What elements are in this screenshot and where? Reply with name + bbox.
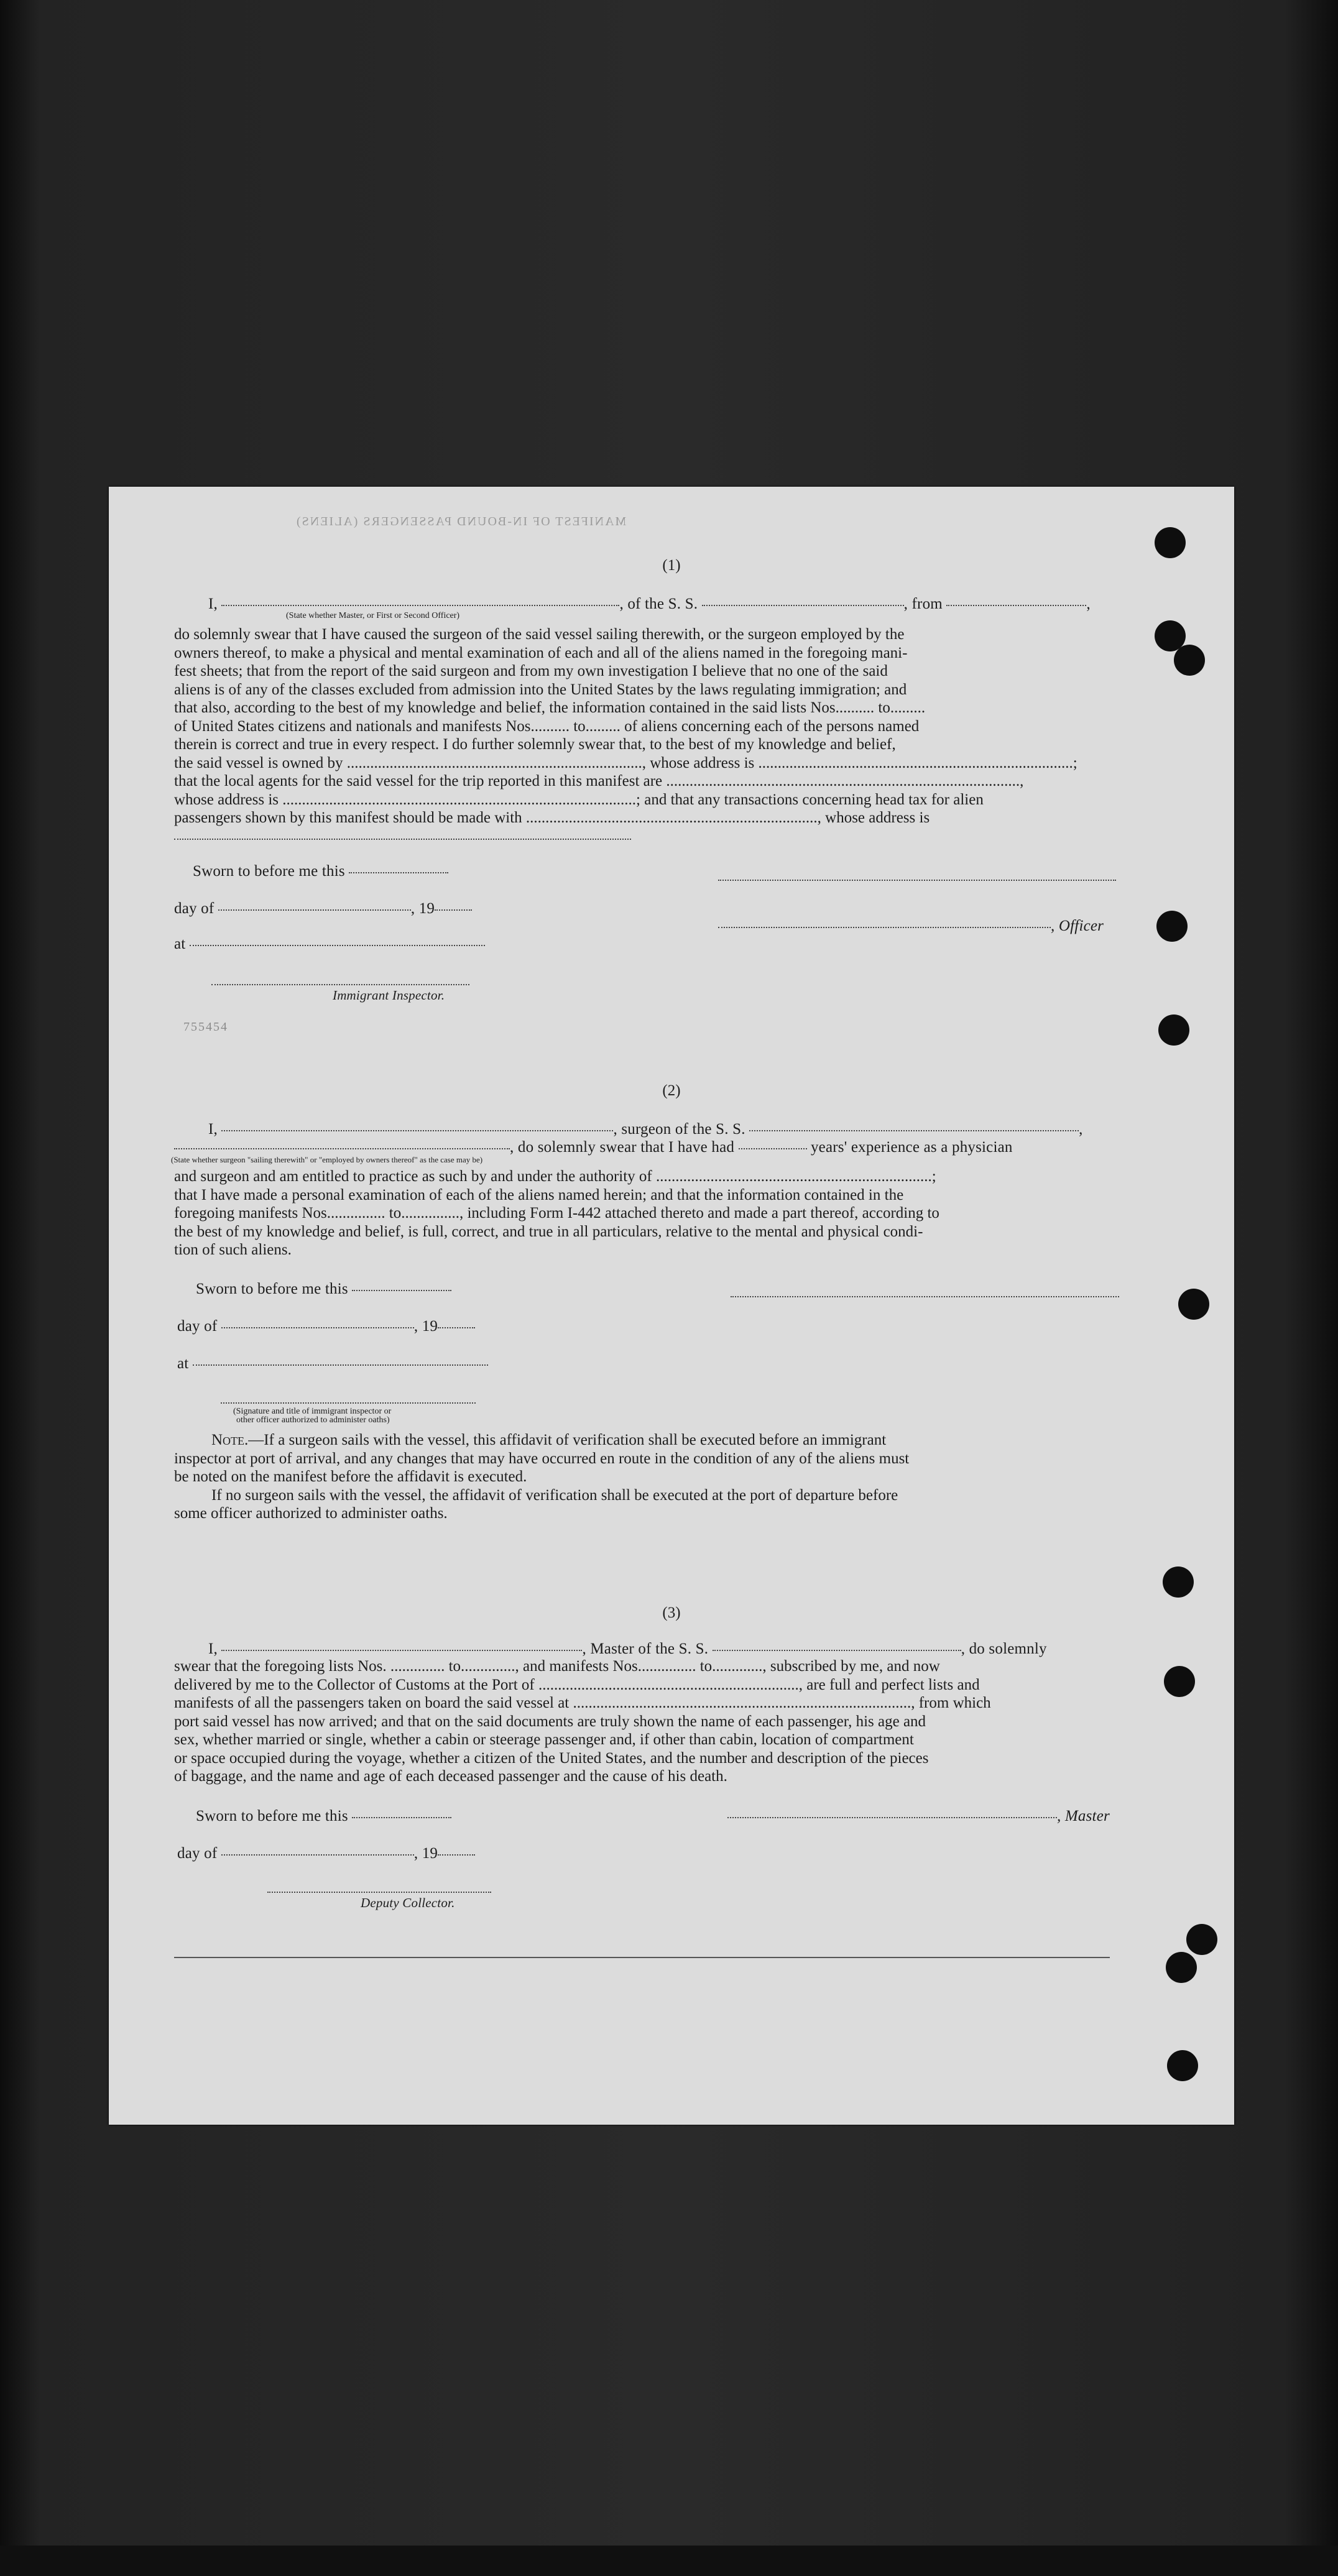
binder-hole — [1155, 527, 1186, 558]
note-line: —If a surgeon sails with the vessel, this affidavit of verification shall be executed before an immigrant — [248, 1432, 887, 1448]
officer-signature-blank-2[interactable] — [718, 926, 1051, 928]
note-line: be noted on the manifest before the affidavit is executed. — [174, 1468, 527, 1485]
officer-signature-line — [718, 918, 1104, 935]
of-ss-label: , of the S. S. — [619, 596, 698, 612]
years-blank[interactable] — [739, 1148, 807, 1149]
section-2-number: (2) — [662, 1082, 681, 1099]
day-of-label: day of — [177, 1318, 218, 1335]
at-line-2 — [177, 1355, 488, 1373]
day-line-3 — [177, 1845, 475, 1862]
officer-name-blank[interactable] — [221, 604, 619, 606]
section-3-line: of baggage, and the name and age of each deceased passenger and the cause of his death. — [174, 1768, 727, 1785]
master-signature-line — [727, 1808, 1110, 1825]
officer-label: , Officer — [1051, 918, 1104, 934]
section-2-line: foregoing manifests Nos............... to..............., including Form I-442 attached thereto and made a part thereof, according to — [174, 1205, 939, 1221]
sworn-label: Sworn to before me this — [193, 863, 345, 880]
master-line — [208, 1640, 1047, 1658]
surgeon-of-ss-label: , surgeon of the S. S. — [613, 1121, 745, 1138]
years-experience-label: years' experience as a physician — [810, 1139, 1013, 1156]
surgeon-status-blank[interactable] — [174, 1148, 510, 1149]
section-3-body — [174, 1657, 1172, 1786]
at-label: at — [174, 936, 186, 952]
immigrant-inspector-label: Immigrant Inspector. — [333, 988, 445, 1003]
binder-hole — [1186, 1924, 1217, 1955]
from-port-blank[interactable] — [946, 604, 1086, 606]
binder-hole — [1163, 1566, 1194, 1598]
signature-note-1: (Signature and title of immigrant inspector or — [233, 1407, 392, 1416]
master-signature-blank[interactable] — [727, 1816, 1057, 1818]
i-label: I, — [208, 1121, 218, 1138]
surgeon-signature-blank[interactable] — [731, 1296, 1119, 1297]
section-2-line: and surgeon and am entitled to practice as such by and under the authority of .......................................................................; — [174, 1168, 936, 1185]
section-3-line: delivered by me to the Collector of Customs at the Port of ..................................................................., are full and perfect lists and — [174, 1676, 980, 1693]
day-of-label: day of — [177, 1845, 218, 1862]
section-2-line: the best of my knowledge and belief, is full, correct, and true in all particulars, relative to the mental and physical condi- — [174, 1223, 923, 1240]
section-1-line: that the local agents for the said vessel for the trip reported in this manifest are ..........................................................................................., — [174, 773, 1024, 789]
sworn-day-blank[interactable] — [352, 1289, 451, 1291]
month-blank[interactable] — [218, 909, 411, 911]
sworn-label: Sworn to before me this — [196, 1281, 348, 1297]
section-2-note — [174, 1431, 1172, 1523]
surgeon-subcaption: (State whether surgeon "sailing therewith" or "employed by owners thereof" as the case may be) — [171, 1155, 483, 1164]
section-1-body — [174, 625, 1172, 827]
binder-hole — [1158, 1014, 1189, 1046]
at-place-blank[interactable] — [190, 944, 485, 946]
section-3-line: port said vessel has now arrived; and that on the said documents are truly shown the name of each passenger, his age and — [174, 1713, 926, 1730]
surgeon-vessel-blank[interactable] — [749, 1129, 1079, 1131]
day-line-2 — [177, 1318, 475, 1335]
month-blank[interactable] — [221, 1327, 414, 1328]
surgeon-line: I, , surgeon of the S. S. , — [208, 1121, 1083, 1138]
note-label: Note. — [211, 1432, 249, 1448]
from-label: , from — [903, 596, 943, 612]
section-2-line: tion of such aliens. — [174, 1241, 292, 1258]
sworn-label: Sworn to before me this — [196, 1808, 348, 1824]
binder-hole — [1164, 1666, 1195, 1697]
year-blank[interactable] — [438, 1854, 475, 1856]
year-blank[interactable] — [438, 1327, 475, 1328]
section-3-number: (3) — [662, 1604, 681, 1621]
day-of-label: day of — [174, 900, 215, 917]
section-1-number: (1) — [662, 557, 681, 574]
at-place-blank[interactable] — [193, 1364, 488, 1366]
year-label: , 19 — [410, 900, 435, 917]
section-1-line: aliens is of any of the classes excluded from admission into the United States by the laws regulating immigration; and — [174, 681, 907, 698]
solemnly-label: , do solemnly — [961, 1640, 1047, 1657]
note-line: If no surgeon sails with the vessel, the affidavit of verification shall be executed at the port of departure before — [211, 1486, 898, 1504]
section-1-line: therein is correct and true in every respect. I do further solemnly swear that, to the best of my knowledge and belief, — [174, 736, 896, 753]
bottom-rule — [174, 1957, 1110, 1958]
sworn-day-blank[interactable] — [349, 872, 448, 873]
manifest-affidavit-page — [109, 487, 1234, 2125]
master-name-blank[interactable] — [221, 1649, 582, 1651]
year-label: , 19 — [413, 1845, 438, 1862]
surgeon-swear-line — [174, 1139, 1013, 1156]
at-line-1 — [174, 936, 485, 953]
i-label: I, — [208, 1640, 218, 1657]
binder-hole — [1166, 1952, 1197, 1983]
year-blank[interactable] — [435, 909, 472, 911]
signature-note-2: other officer authorized to administer oaths) — [236, 1415, 390, 1425]
section-2-body — [174, 1167, 1172, 1259]
i-label: I, — [208, 596, 218, 612]
note-line: some officer authorized to administer oaths. — [174, 1505, 448, 1522]
binder-hole — [1167, 2050, 1198, 2081]
section-3-line: manifests of all the passengers taken on board the said vessel at ......................................................................................., from which — [174, 1695, 991, 1711]
vessel-name-blank[interactable] — [702, 604, 904, 606]
officer-line: I, , of the S. S. , from , — [208, 596, 1091, 612]
sworn-line-1 — [193, 863, 448, 880]
master-of-ss-label: , Master of the S. S. — [582, 1640, 709, 1657]
scan-bottom-band — [0, 2546, 1338, 2576]
day-line-1 — [174, 900, 472, 918]
section-2-line: that I have made a personal examination of each of the aliens named herein; and that the information contained in the — [174, 1186, 904, 1203]
section-1-line: owners thereof, to make a physical and mental examination of each and all of the aliens named in the foregoing mani- — [174, 644, 908, 661]
month-blank[interactable] — [221, 1854, 414, 1856]
deputy-collector-label: Deputy Collector. — [361, 1895, 455, 1910]
section-1-line: do solemnly swear that I have caused the surgeon of the said vessel sailing therewith, or the surgeon employed by the — [174, 626, 905, 643]
bleed-through-stamp: MANIFEST OF IN-BOUND PASSENGERS (ALIENS) — [295, 515, 627, 528]
officer-subcaption: (State whether Master, or First or Second Officer) — [286, 611, 460, 620]
officer-signature-blank-1[interactable] — [718, 880, 1116, 881]
swear-label: , do solemnly swear that I have had — [510, 1139, 735, 1156]
sworn-line-2 — [196, 1281, 451, 1298]
section-1-line: fest sheets; that from the report of the said surgeon and from my own investigation I believe that no one of the said — [174, 663, 888, 679]
section-1-line: whose address is ...........................................................................................; and that any transactions concerning head tax for alien — [174, 791, 984, 808]
section-3-line: swear that the foregoing lists Nos. .............. to.............., and manifests Nos............... to............., subscribed by me, and now — [174, 1658, 940, 1675]
binder-hole — [1156, 911, 1188, 942]
sworn-line-3 — [196, 1808, 451, 1825]
section-3-line: sex, whether married or single, whether a cabin or steerage passenger and, if other than cabin, location of compartment — [174, 1731, 914, 1748]
binder-hole — [1174, 645, 1205, 676]
section-1-line: the said vessel is owned by ............................................................................, whose address is .................................................................................; — [174, 754, 1077, 771]
note-line: inspector at port of arrival, and any changes that may have occurred en route in the condition of any of the aliens must — [174, 1450, 910, 1467]
faint-mark: 755454 — [183, 1020, 228, 1034]
inspector-signature-blank[interactable] — [211, 984, 469, 985]
master-label: , Master — [1057, 1808, 1110, 1824]
at-label: at — [177, 1355, 189, 1372]
year-label: , 19 — [413, 1318, 438, 1335]
section-1-line: that also, according to the best of my knowledge and belief, the information contained in the said lists Nos.......... to......... — [174, 699, 926, 716]
binder-hole — [1178, 1289, 1209, 1320]
address-continuation-blank[interactable] — [174, 839, 631, 840]
authorized-officer-signature-blank[interactable] — [221, 1402, 476, 1404]
section-1-line: of United States citizens and nationals and manifests Nos.......... to......... of aliens concerning each of the persons named — [174, 717, 920, 735]
section-3-line: or space occupied during the voyage, whether a citizen of the United States, and the number and description of the pieces — [174, 1749, 929, 1767]
master-vessel-blank[interactable] — [713, 1649, 961, 1651]
deputy-signature-blank[interactable] — [267, 1892, 491, 1893]
section-1-line: passengers shown by this manifest should be made with ..........................................................................., whose address is — [174, 809, 930, 826]
surgeon-name-blank[interactable] — [221, 1129, 613, 1131]
sworn-day-blank[interactable] — [352, 1816, 451, 1818]
